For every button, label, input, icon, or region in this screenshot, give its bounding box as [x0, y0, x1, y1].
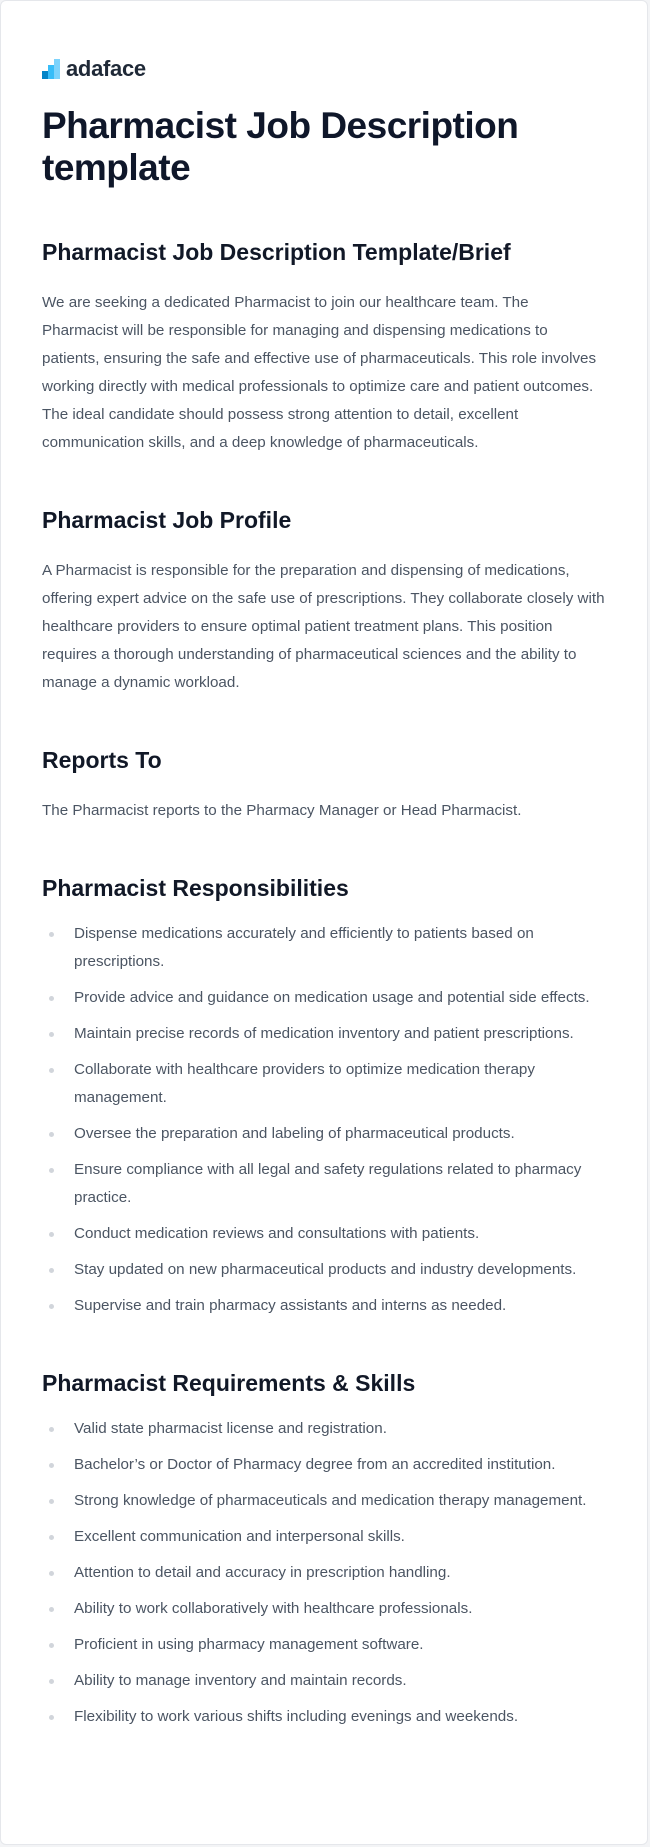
list-item: Valid state pharmacist license and registration.: [42, 1415, 606, 1443]
list-item: Conduct medication reviews and consultations with patients.: [42, 1220, 606, 1248]
section-heading: Pharmacist Requirements & Skills: [42, 1370, 416, 1396]
section-heading: Pharmacist Job Description Template/Brief: [42, 239, 511, 265]
list-item: Bachelor’s or Doctor of Pharmacy degree from an accredited institution.: [42, 1451, 606, 1479]
list-item: Provide advice and guidance on medication usage and potential side effects.: [42, 984, 606, 1012]
section-heading: Pharmacist Responsibilities: [42, 875, 349, 901]
adaface-logo-text: adaface: [66, 56, 146, 81]
list-item: Ability to work collaboratively with healthcare professionals.: [42, 1595, 606, 1623]
list-item: Attention to detail and accuracy in prescription handling.: [42, 1559, 606, 1587]
adaface-logo-icon: [42, 59, 62, 79]
list-item: Ensure compliance with all legal and safety regulations related to pharmacy practice.: [42, 1156, 606, 1212]
list-item: Supervise and train pharmacy assistants and interns as needed.: [42, 1292, 606, 1320]
list-item: Strong knowledge of pharmaceuticals and medication therapy management.: [42, 1487, 606, 1515]
list-item: Oversee the preparation and labeling of pharmaceutical products.: [42, 1120, 606, 1148]
list-item: Flexibility to work various shifts including evenings and weekends.: [42, 1703, 606, 1731]
section-paragraph: The Pharmacist reports to the Pharmacy Manager or Head Pharmacist.: [42, 802, 522, 819]
responsibilities-list: [42, 920, 606, 1320]
requirements-list: [42, 1415, 606, 1731]
section-brief: [42, 238, 606, 457]
list-item: Maintain precise records of medication inventory and patient prescriptions.: [42, 1020, 606, 1048]
list-item: Stay updated on new pharmaceutical products and industry developments.: [42, 1256, 606, 1284]
section-paragraph: We are seeking a dedicated Pharmacist to join our healthcare team. The Pharmacist will be responsible for managing and dispensing medications to patients, ensuring the safe and effective use of pharmaceuticals. This role involves working directly with medical professionals to optimize care and patient outcomes. The ideal candidate should possess strong attention to detail, excellent communication skills, and a deep knowledge of pharmaceuticals.: [42, 294, 597, 451]
section-requirements: [42, 1369, 606, 1731]
section-heading: Pharmacist Job Profile: [42, 507, 292, 533]
section-heading: Reports To: [42, 747, 162, 773]
section-job-profile: [42, 506, 606, 697]
list-item: Collaborate with healthcare providers to optimize medication therapy management.: [42, 1056, 606, 1112]
section-paragraph: A Pharmacist is responsible for the preparation and dispensing of medications, offering expert advice on the safe use of prescriptions. They collaborate closely with healthcare providers to ensure optimal patient treatment plans. This position requires a thorough understanding of pharmaceutical sciences and the ability to manage a dynamic workload.: [42, 562, 605, 691]
adaface-logo[interactable]: [42, 55, 606, 83]
list-item: Excellent communication and interpersonal skills.: [42, 1523, 606, 1551]
section-reports-to: [42, 746, 606, 825]
page-title: Pharmacist Job Description template: [42, 105, 519, 188]
list-item: Proficient in using pharmacy management software.: [42, 1631, 606, 1659]
list-item: Ability to manage inventory and maintain records.: [42, 1667, 606, 1695]
section-responsibilities: [42, 874, 606, 1320]
list-item: Dispense medications accurately and efficiently to patients based on prescriptions.: [42, 920, 606, 976]
